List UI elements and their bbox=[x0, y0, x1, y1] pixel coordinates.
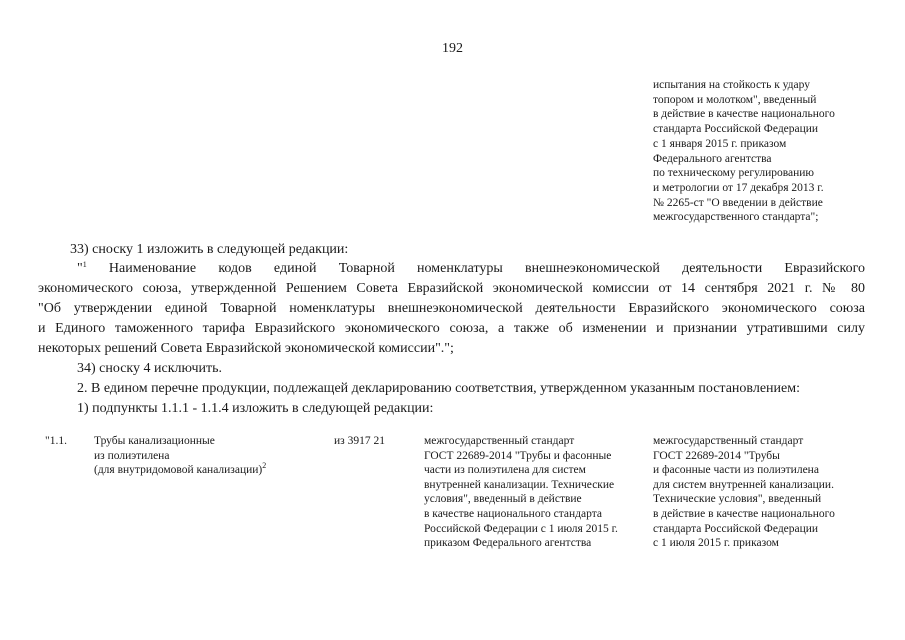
text-line: Трубы канализационные bbox=[94, 435, 215, 447]
text-line: приказом Федерального агентства bbox=[424, 537, 592, 550]
footnote-marker: 1 bbox=[82, 260, 87, 269]
text-line: в действие в качестве национального bbox=[653, 507, 835, 520]
table-cell-number: "1.1. bbox=[45, 435, 67, 447]
text-line: межгосударственный стандарт bbox=[653, 435, 804, 447]
text-line: в действие в качестве национального bbox=[653, 108, 835, 121]
text-line: внутренней канализации. Технические bbox=[424, 478, 615, 491]
text-line: Федерального агентства bbox=[653, 152, 772, 165]
continued-standard-text bbox=[653, 78, 893, 225]
text-line: с 1 июля 2015 г. приказом bbox=[653, 537, 779, 550]
footnote-marker: 2 bbox=[262, 461, 267, 471]
item-33: 33) сноску 1 изложить в следующей редакции: bbox=[70, 242, 349, 257]
text-line: (для внутридомовой канализации)$^2$ bbox=[94, 461, 267, 477]
footnote-line-5: некоторых решений Совета Евразийской экономической комиссии"."; bbox=[38, 341, 454, 356]
text-line: части из полиэтилена для систем bbox=[424, 464, 586, 477]
table-cell-standard bbox=[424, 434, 618, 551]
text-line: и метрологии от 17 декабря 2013 г. bbox=[653, 181, 824, 194]
table-cell-code: из 3917 21 bbox=[334, 435, 385, 447]
text-line: и фасонные части из полиэтилена bbox=[653, 464, 819, 477]
text-line: из полиэтилена bbox=[94, 449, 170, 462]
text-line: межгосударственного стандарта"; bbox=[653, 211, 819, 224]
text-line: условия", введенный в действие bbox=[424, 493, 582, 506]
footnote-line-4: и Единого таможенного тарифа Евразийского экономического союза, а также об изменении и признании утратившими силу bbox=[38, 321, 865, 336]
table-cell-standard-alt bbox=[653, 434, 835, 551]
footnote-line-3: "Об утверждении единой Товарной номенклатуры внешнеэкономической деятельности Евразийского экономического союза bbox=[38, 301, 865, 316]
text-line: № 2265-ст "О введении в действие bbox=[653, 196, 823, 209]
page-number: 192 bbox=[442, 41, 463, 56]
item-34: 34) сноску 4 исключить. bbox=[77, 361, 222, 376]
item-2: 2. В едином перечне продукции, подлежащей декларированию соответствия, утвержденном указанным постановлением: bbox=[77, 381, 800, 396]
text-line: ГОСТ 22689-2014 "Трубы и фасонные bbox=[424, 449, 612, 462]
table-cell-product-name bbox=[94, 434, 266, 478]
text-line: с 1 января 2015 г. приказом bbox=[653, 137, 787, 150]
text-line: испытания на стойкость к удару bbox=[653, 79, 810, 91]
text-line: по техническому регулированию bbox=[653, 167, 815, 180]
text-line: в качестве национального стандарта bbox=[424, 507, 602, 520]
item-2-1: 1) подпункты 1.1.1 - 1.1.4 изложить в следующей редакции: bbox=[77, 401, 434, 416]
text-line: Технические условия", введенный bbox=[653, 493, 822, 506]
text-line: Российской Федерации с 1 июля 2015 г. bbox=[424, 522, 618, 535]
open-quote: " bbox=[77, 261, 83, 276]
text-line: межгосударственный стандарт bbox=[424, 435, 575, 447]
footnote-line-1 bbox=[77, 261, 865, 277]
text-line: стандарта Российской Федерации bbox=[653, 522, 819, 535]
footnote-line-2: экономического союза, утвержденной Решением Совета Евразийской экономической комиссии от 14 сентября 2021 г. № 80 bbox=[38, 281, 865, 296]
text-line: топором и молотком", введенный bbox=[653, 93, 817, 106]
footnote-text: Наименование кодов единой Товарной номенклатуры внешнеэкономической деятельности Евразийского bbox=[108, 261, 865, 276]
text-line: для систем внутренней канализации. bbox=[653, 478, 834, 491]
text-line: стандарта Российской Федерации bbox=[653, 123, 819, 136]
text-line: ГОСТ 22689-2014 "Трубы bbox=[653, 449, 780, 462]
